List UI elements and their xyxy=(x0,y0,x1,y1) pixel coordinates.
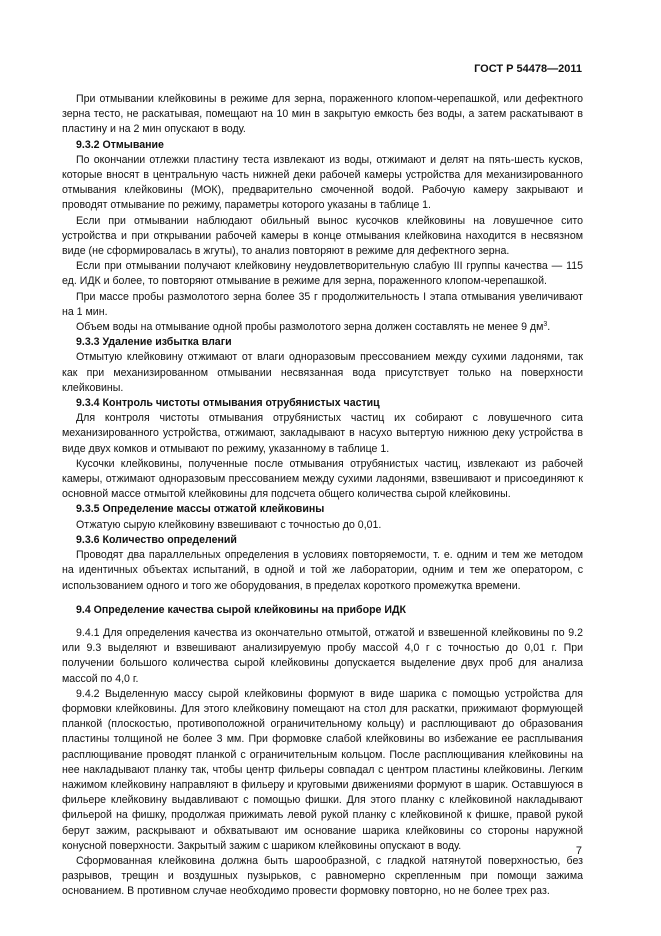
section-heading-9-3-2: 9.3.2 Отмывание xyxy=(76,138,164,151)
section-heading-9-3-5: 9.3.5 Определение массы отжатой клейковины xyxy=(76,503,325,516)
paragraph-text: Объем воды на отмывание одной пробы размолотого зерна должен составлять не менее 9 дм xyxy=(76,321,544,334)
section-heading-9-3-6: 9.3.6 Количество определений xyxy=(76,533,237,546)
paragraph: При отмывании клейковины в режиме для зерна, пораженного клопом-черепашкой, или дефектного зерна тесто, не раскатывая, помещают на 10 мин в закрытую емкость без воды, а затем раскатывают в пластину и на 2 мин опускают в воду. xyxy=(62,93,583,136)
section-heading-9-3-4: 9.3.4 Контроль чистоты отмывания отрубянистых частиц xyxy=(76,397,380,410)
paragraph-end: . xyxy=(547,321,551,334)
paragraph: 9.4.1 Для определения качества из окончательно отмытой, отжатой и взвешенной клейковины по 9.2 или 9.3 выделяют и взвешивают анализируемую пробу массой 4,0 г с точностью до 0,01 г. При получении большого количества сырой клейковины допускается выделение двух проб для анализа массой по 4,0 г. xyxy=(62,626,583,685)
page-number: 7 xyxy=(575,845,582,857)
paragraph: Если при отмывании наблюдают обильный вынос кусочков клейковины на ловушечное сито устройства и при открывании рабочей камеры в конце отмывания клейковина находится в несвязном виде (не сформировалась в жгуты), то анализ повторяют в режиме для дефектного зерна. xyxy=(62,214,583,258)
paragraph: Отжатую сырую клейковину взвешивают с точностью до 0,01. xyxy=(76,518,382,531)
paragraph: Кусочки клейковины, полученные после отмывания отрубянистых частиц, извлекают из рабочей камеры, отжимают одноразовым прессованием между сухими ладонями, взвешивают и присоединяют к основной массе отмытой клейковины для подсчета общего количества сырой клейковины. xyxy=(62,457,583,501)
paragraph: Для контроля чистоты отмывания отрубянистых частиц их собирают с ловушечного сита механизированного устройства, отжимают, закладывают в насухо вытертую нижнюю деку устройства в виде двух комков и отмывают по режиму, указанному в таблице 1. xyxy=(62,412,583,455)
document-body xyxy=(62,92,583,900)
section-heading-9-4: 9.4 Определение качества сырой клейковины на приборе ИДК xyxy=(76,603,407,616)
paragraph: Проводят два параллельных определения в условиях повторяемости, т. е. одним и тем же методом на идентичных объектах испытаний, в одной и той же лаборатории, одним и тем же оператором, с использованием одного и того же оборудования, в пределах короткого промежутка времени. xyxy=(62,549,583,592)
paragraph: Отмытую клейковину отжимают от влаги одноразовым прессованием между сухими ладонями, так как при механизированном отмывании несвязанная вода присутствует только на поверхности клейковины. xyxy=(62,351,583,394)
superscript: 3 xyxy=(543,321,548,329)
paragraph: 9.4.2 Выделенную массу сырой клейковины формуют в виде шарика с помощью устройства для формовки клейковины. Для этого клейковину помещают на стол для раскатки, прижимают формующей планкой (плоскостью, противоположной ограничительному кольцу) и расплющивают до образования пластины толщиной не более 3 мм. При формовке слабой клейковины во избежание ее расплывания расплющивание проводят планкой с ограничительным кольцом. После расплющивания клейковины на нее накладывают планку так, чтобы центр фильеры совпадал с центром пластины клейковины. Легким нажимом клейковину направляют в фильеру и круговыми движениями формуют в шарик. Оставшуюся в фильере клейковину выдавливают с помощью фишки. Для этого планку с клейковиной накладывают фильерой на фишку, продолжая прижимать левой рукой планку с клейковиной к фишке, правой рукой берут зажим, раскрывают и обхватывают им основание шарика клейковины со стороны наружной конусной поверхности. Закрытый зажим с шариком клейковины опускают в воду. xyxy=(62,687,583,852)
paragraph: По окончании отлежки пластину теста извлекают из воды, отжимают и делят на пять-шесть кусков, которые вносят в центральную часть нижней деки рабочей камеры устройства для механизированного отмывания клейковины (МОК), предварительно смоченной водой. Рабочую камеру закрывают и проводят отмывание по режиму, параметры которого указаны в таблице 1. xyxy=(62,153,583,212)
paragraph: Сформованная клейковина должна быть шарообразной, с гладкой натянутой поверхностью, без разрывов, трещин и воздушных пузырьков, с равномерно скрепленным при помощи зажима основанием. В противном случае необходимо провести формовку повторно, но не более трех раз. xyxy=(62,854,583,898)
paragraph: Если при отмывании получают клейковину неудовлетворительную слабую III группы качества — 115 ед. ИДК и более, то повторяют отмывание в режиме для зерна, пораженного клопом-черепашкой. xyxy=(62,260,583,288)
paragraph-water-volume xyxy=(62,320,583,335)
standard-code: ГОСТ Р 54478—2011 xyxy=(474,63,582,75)
section-heading-9-3-3: 9.3.3 Удаление избытка влаги xyxy=(76,336,232,349)
paragraph: При массе пробы размолотого зерна более 35 г продолжительность I этапа отмывания увеличивают на 1 мин. xyxy=(62,290,583,318)
